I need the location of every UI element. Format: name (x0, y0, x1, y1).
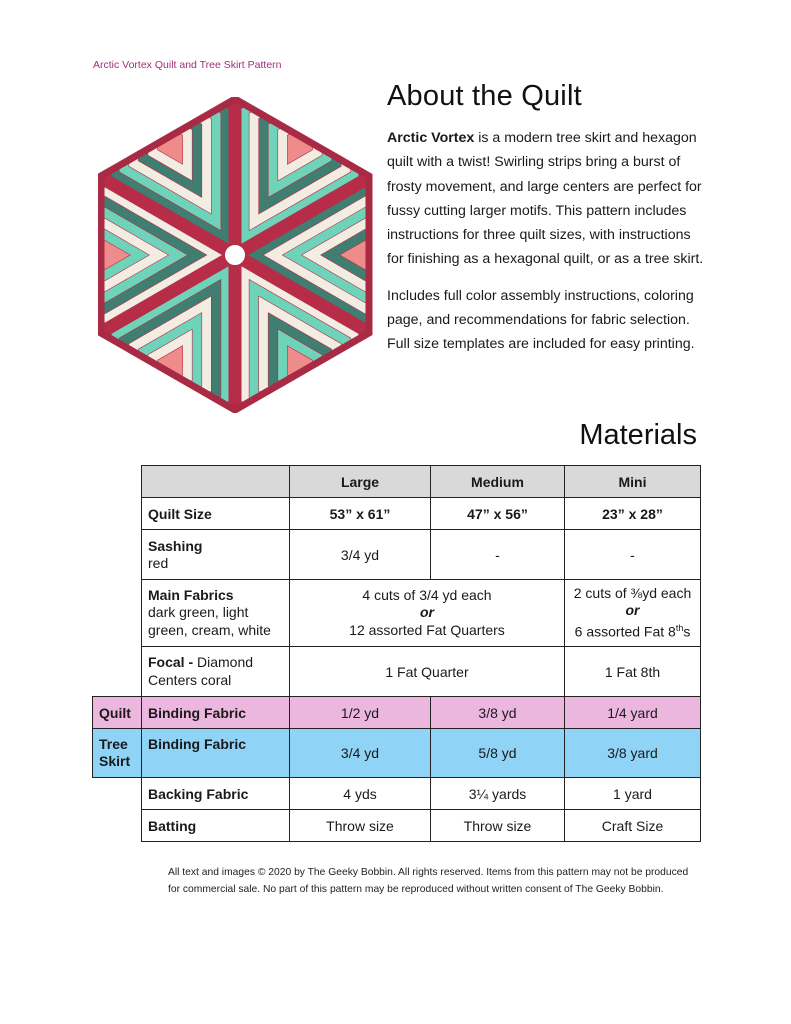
cell: 47” x 56” (431, 498, 565, 530)
side-label-quilt: Quilt (93, 697, 142, 729)
about-title: About the Quilt (387, 80, 582, 112)
cell: 1 yard (565, 778, 701, 810)
footer-line-2: for commercial sale. No part of this pattern may be reproduced without written consent of The Geeky Bobbin. (168, 884, 664, 895)
about-paragraph-1-text: is a modern tree skirt and hexagon quilt with a twist! Swirling strips bring a burst of frosty movement, and large centers are perfect for fussy cutting larger motifs. This pattern includes instructions for three quilt sizes, with instructions for finishing as a hexagonal quilt, or as a tree skirt. (387, 130, 704, 268)
product-name: Arctic Vortex (387, 130, 475, 146)
side-label-tree-skirt: Tree Skirt (93, 729, 142, 778)
cell: 23” x 28” (565, 498, 701, 530)
header-large: Large (290, 466, 431, 498)
row-label: Quilt Size (142, 498, 290, 530)
about-paragraph-2: Includes full color assembly instructions, coloring page, and recommendations for fabric selection. Full size templates are included for easy printing. (387, 287, 695, 353)
table-row (93, 580, 701, 647)
table-row (93, 778, 701, 810)
cell: 3/4 yd (290, 530, 431, 580)
cell: 4 yds (290, 778, 431, 810)
materials-table (92, 465, 701, 842)
about-paragraph-1 (387, 126, 707, 272)
row-label: Binding Fabric (142, 729, 290, 778)
table-header-row (93, 466, 701, 498)
copyright-footer (168, 864, 708, 898)
cell: Throw size (431, 810, 565, 842)
row-label: Backing Fabric (142, 778, 290, 810)
document-header: Arctic Vortex Quilt and Tree Skirt Pattern (93, 59, 282, 71)
cell: 3¼ yards (431, 778, 565, 810)
cell: - (565, 530, 701, 580)
table-row (93, 697, 701, 729)
cell: 1 Fat 8th (565, 647, 701, 697)
quilt-hexagon-svg (98, 97, 373, 413)
header-empty-cell (142, 466, 290, 498)
header-medium: Medium (431, 466, 565, 498)
cell: 4 cuts of 3/4 yd each or 12 assorted Fat Quarters (290, 580, 565, 647)
quilt-hexagon-image (98, 97, 373, 413)
cell: 1/4 yard (565, 697, 701, 729)
cell: Craft Size (565, 810, 701, 842)
header-mini: Mini (565, 466, 701, 498)
footer-line-1: All text and images © 2020 by The Geeky Bobbin. All rights reserved. Items from this pattern may not be produced (168, 867, 689, 878)
table-row (93, 729, 701, 778)
cell: 1 Fat Quarter (290, 647, 565, 697)
cell: 2 cuts of ⅜yd each or 6 assorted Fat 8ths (565, 580, 701, 647)
materials-title: Materials (579, 419, 697, 451)
table-row (93, 498, 701, 530)
cell: Throw size (290, 810, 431, 842)
row-label: Sashing red (142, 530, 290, 580)
cell: 1/2 yd (290, 697, 431, 729)
row-label: Batting (142, 810, 290, 842)
cell: 3/8 yard (565, 729, 701, 778)
table-row (93, 530, 701, 580)
table-row (93, 810, 701, 842)
row-label: Main Fabrics dark green, light green, cream, white (142, 580, 290, 647)
cell: 3/4 yd (290, 729, 431, 778)
cell: 5/8 yd (431, 729, 565, 778)
cell: 3/8 yd (431, 697, 565, 729)
cell: - (431, 530, 565, 580)
cell: 53” x 61” (290, 498, 431, 530)
table-row (93, 647, 701, 697)
about-body (387, 126, 707, 369)
row-label: Binding Fabric (142, 697, 290, 729)
row-label: Focal - Diamond Centers coral (142, 647, 290, 697)
